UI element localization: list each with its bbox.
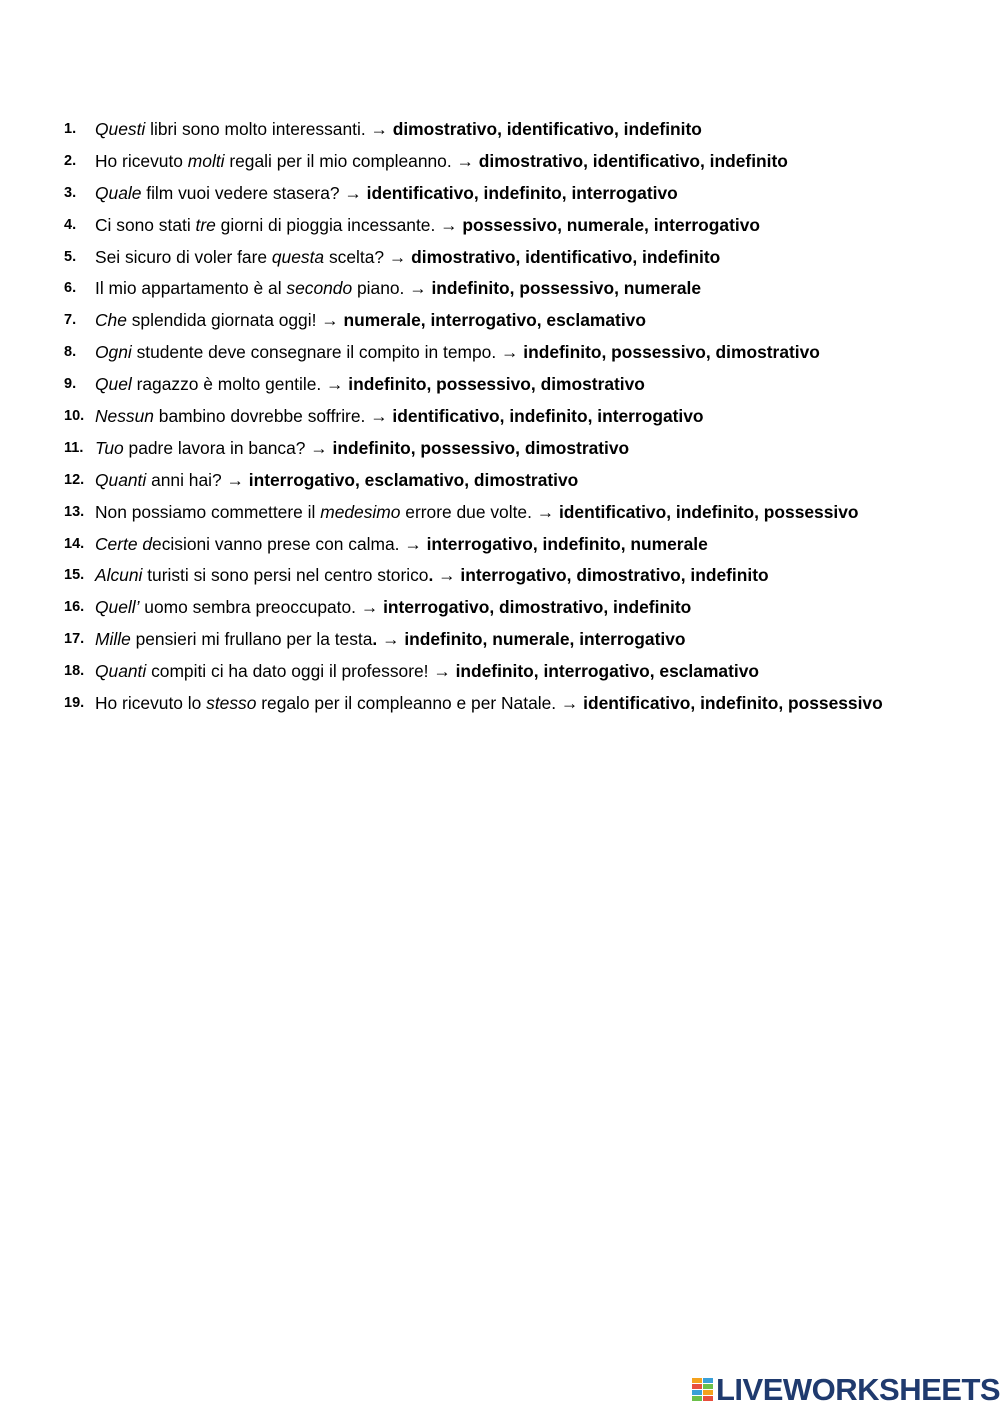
target-adjective: stesso [206,693,257,714]
sentence-text: anni hai? → [146,469,249,490]
exercise-sentence [95,245,720,269]
exercise-item [64,245,984,277]
liveworksheets-logo-text: LIVEWORKSHEETS [716,1372,1000,1407]
exercise-item [64,563,984,595]
answer-options: interrogativo, indefinito, numerale [426,533,708,554]
answer-options: dimostrativo, identificativo, indefinito [411,246,721,267]
target-adjective: Certe d [95,533,153,554]
exercise-sentence [95,468,578,492]
exercise-number: 12. [64,471,85,488]
answer-options: possessivo, numerale, interrogativo [462,214,761,235]
answer-options: indefinito, possessivo, numerale [431,278,702,299]
exercise-number: 14. [64,535,85,552]
exercise-number: 9. [64,376,77,393]
exercise-number: 7. [64,312,77,329]
exercise-sentence [95,404,704,428]
exercise-item [64,627,984,659]
exercise-number: 2. [64,152,77,169]
target-adjective: Quanti [95,661,147,682]
exercise-sentence [95,149,788,173]
exercise-item [64,436,984,468]
sentence-text: turisti si sono persi nel centro storico [142,565,429,586]
answer-options: identificativo, indefinito, interrogativo [392,406,704,427]
answer-options: identificativo, indefinito, possessivo [558,501,859,522]
sentence-text: regali per il mio compleanno. → [224,150,479,171]
sentence-text: compiti ci ha dato oggi il professore! → [146,661,456,682]
sentence-text: ecisioni vanno prese con calma. → [152,533,427,554]
sentence-text: scelta? → [324,246,412,267]
exercise-item [64,532,984,564]
sentence-text: Ho ricevuto lo [95,693,207,714]
answer-options: identificativo, indefinito, interrogativo [366,182,678,203]
liveworksheets-logo [692,1374,1000,1406]
sentence-text: bambino dovrebbe soffrire. → [153,406,393,427]
answer-options: numerale, interrogativo, esclamativo [343,310,646,331]
answer-options: dimostrativo, identificativo, indefinito [478,150,788,171]
exercise-item [64,117,984,149]
exercise-sentence [95,627,686,651]
exercise-sentence [95,500,859,524]
exercise-sentence [95,276,701,300]
target-adjective: Quale [95,182,142,203]
sentence-text: → [377,629,405,650]
sentence-text: regalo per il compleanno e per Natale. → [256,693,584,714]
sentence-text: film vuoi vedere stasera? → [141,182,367,203]
exercise-sentence [95,691,883,715]
exercise-sentence [95,595,691,619]
target-adjective: Ogni [95,342,132,363]
exercise-number: 5. [64,248,77,265]
sentence-text: errore due volte. → [400,501,559,522]
exercise-item [64,149,984,181]
sentence-text: uomo sembra preoccupato. → [139,597,384,618]
exercise-item [64,372,984,404]
target-adjective: molti [187,150,225,171]
exercise-number: 8. [64,344,77,361]
exercise-number: 15. [64,567,85,584]
target-adjective: Mille [95,629,131,650]
target-adjective: Quel [95,374,132,395]
sentence-text: piano. → [352,278,432,299]
answer-options: interrogativo, dimostrativo, indefinito [383,597,692,618]
exercise-item [64,276,984,308]
sentence-text: Il mio appartamento è al [95,278,287,299]
exercise-number: 6. [64,280,77,297]
sentence-text: Ho ricevuto [95,150,188,171]
answer-options: dimostrativo, identificativo, indefinito [392,119,702,139]
exercise-sentence [95,308,646,332]
exercise-item [64,340,984,372]
exercise-number: 18. [64,663,85,680]
target-adjective: Che [95,310,127,331]
exercise-item [64,691,984,723]
answer-options: interrogativo, esclamativo, dimostrativo [248,469,579,490]
target-adjective: secondo [286,278,353,299]
exercise-number: 16. [64,599,85,616]
answer-options: identificativo, indefinito, possessivo [583,693,883,714]
exercise-item [64,500,984,532]
exercise-item [64,181,984,213]
exercise-number: 19. [64,695,85,712]
sentence-text: padre lavora in banca? → [123,437,333,458]
answer-options: indefinito, interrogativo, esclamativo [455,661,759,682]
exercise-item [64,213,984,245]
liveworksheets-logo-icon [692,1377,714,1403]
exercise-sentence [95,436,629,460]
answer-options: indefinito, possessivo, dimostrativo [348,374,645,395]
sentence-text: pensieri mi frullano per la testa [130,629,373,650]
target-adjective: Alcuni [95,565,143,586]
target-adjective: tre [195,214,216,235]
sentence-text: Ci sono stati [95,214,196,235]
exercise-number: 13. [64,503,85,520]
target-adjective: questa [271,246,325,267]
exercise-sentence [95,340,820,364]
exercise-item [64,659,984,691]
exercise-item [64,308,984,340]
target-adjective: Tuo [95,437,124,458]
target-adjective: medesimo [320,501,401,522]
exercise-sentence [95,532,708,556]
sentence-text: Sei sicuro di voler fare [95,246,272,267]
target-adjective: Quanti [95,469,147,490]
exercise-list [64,117,984,723]
sentence-text: splendida giornata oggi! → [126,310,344,331]
exercise-sentence [95,659,759,683]
sentence-text: ragazzo è molto gentile. → [131,374,349,395]
exercise-number: 10. [64,408,85,425]
exercise-number: 1. [64,121,77,137]
answer-options: indefinito, possessivo, dimostrativo [332,437,630,458]
answer-options: indefinito, numerale, interrogativo [404,629,686,650]
exercise-sentence [95,181,678,205]
exercise-sentence [95,117,702,141]
answer-options: . [372,629,378,650]
sentence-text: studente deve consegnare il compito in tempo. → [131,342,524,363]
sentence-text: libri sono molto interessanti. → [145,119,393,139]
exercise-item [64,468,984,500]
sentence-text: giorni di pioggia incessante. → [215,214,463,235]
target-adjective: Nessun [95,406,154,427]
answer-options: interrogativo, dimostrativo, indefinito [460,565,769,586]
target-adjective: Questi [95,119,146,139]
exercise-sentence [95,563,769,587]
exercise-number: 17. [64,631,85,648]
exercise-number: 11. [64,439,84,456]
exercise-item [64,595,984,627]
target-adjective: Quell’ [95,597,140,618]
answer-options: . [428,565,434,586]
exercise-number: 3. [64,184,77,201]
sentence-text: → [433,565,461,586]
exercise-sentence [95,372,645,396]
exercise-sentence [95,213,760,237]
answer-options: indefinito, possessivo, dimostrativo [523,342,820,363]
exercise-item [64,404,984,436]
exercise-number: 4. [64,216,77,233]
sentence-text: Non possiamo commettere il [95,501,321,522]
